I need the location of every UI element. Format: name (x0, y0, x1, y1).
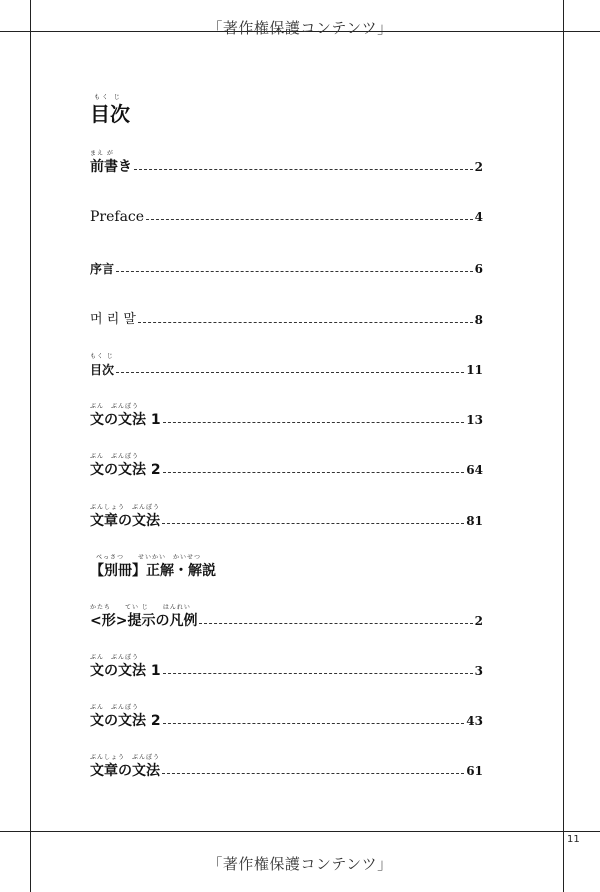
toc-entry-ruby (90, 200, 144, 208)
toc-entry-page: 81 (466, 514, 483, 528)
toc-entry-page: 64 (466, 463, 483, 477)
watermark-top: 「著作権保護コンテンツ」 (207, 19, 393, 37)
toc-entry-ruby: ぶん ぶんぽう (90, 654, 140, 661)
toc-supplement-entry[interactable] (90, 654, 483, 680)
toc-entry-label: 文の文法 2 (90, 713, 161, 729)
toc-leader (134, 169, 473, 170)
crop-line-right (563, 0, 564, 892)
page-title-ruby: もく じ (94, 94, 122, 101)
toc-entry-page: 3 (474, 664, 483, 678)
toc-leader (116, 372, 464, 373)
toc-supplement-entry[interactable] (90, 754, 483, 780)
page-number: 11 (567, 834, 580, 845)
toc-entry-ruby: ぶん ぶんぽう (90, 453, 140, 460)
toc-entry-label: 文章の文法 (90, 763, 160, 779)
toc-entry-page: 11 (466, 363, 483, 377)
page-title-text: 目次 (90, 102, 130, 126)
toc-entry-ruby: ぶん ぶんぽう (90, 704, 140, 711)
toc-entry[interactable] (90, 353, 483, 379)
toc-entry-label: 目次 (90, 363, 115, 377)
toc-supplement-entry[interactable] (90, 704, 483, 730)
toc-entry[interactable] (90, 252, 483, 278)
toc-leader (116, 271, 473, 272)
supplement-heading-label: 【別冊】正解・解説 (90, 563, 216, 579)
toc-entry-ruby: ぶん ぶんぽう (90, 403, 140, 410)
toc-entry-page: 61 (466, 764, 483, 778)
supplement-heading-ruby: べっさつ せいかい かいせつ (96, 554, 202, 561)
toc-leader (163, 673, 473, 674)
toc-entry[interactable] (90, 303, 483, 329)
toc-entry-label: 머 리 말 (90, 312, 136, 327)
toc-leader (163, 472, 465, 473)
toc-entry-label: Preface (90, 209, 145, 225)
toc-leader (138, 322, 473, 323)
toc-entry-ruby (90, 303, 136, 311)
toc-leader (146, 219, 473, 220)
toc-entry-ruby (90, 252, 114, 260)
toc-entry-ruby: まえ が (90, 150, 114, 157)
toc-entry-label: <形>提示の凡例 (90, 613, 198, 629)
toc-leader (199, 623, 472, 624)
toc-entry[interactable] (90, 453, 483, 479)
toc-entry-ruby: ぶんしょう ぶんぽう (90, 754, 161, 761)
toc-leader (162, 523, 464, 524)
toc-entry-ruby: ぶんしょう ぶんぽう (90, 504, 161, 511)
crop-line-left (30, 0, 31, 892)
toc-leader (163, 723, 465, 724)
crop-line-bottom (0, 831, 600, 832)
toc-entry[interactable] (90, 200, 483, 226)
toc-entry[interactable] (90, 150, 483, 176)
toc-entry-page: 6 (474, 262, 483, 276)
toc-entry-label: 文の文法 1 (90, 412, 161, 428)
toc-leader (163, 422, 465, 423)
toc-entry-label: 文章の文法 (90, 513, 160, 529)
toc-entry-label: 文の文法 1 (90, 663, 161, 679)
toc-supplement-entry[interactable] (90, 604, 483, 630)
supplement-heading (90, 554, 216, 580)
toc-entry-label: 文の文法 2 (90, 462, 161, 478)
toc-entry-ruby: かたち てい じ はんれい (90, 604, 191, 611)
toc-entry-page: 43 (466, 714, 483, 728)
watermark-bottom: 「著作権保護コンテンツ」 (207, 855, 393, 873)
toc-entry-page: 8 (474, 313, 483, 327)
toc-entry[interactable] (90, 403, 483, 429)
toc-entry-page: 13 (466, 413, 483, 427)
toc-entry-ruby: もく じ (90, 353, 114, 360)
toc-entry[interactable] (90, 504, 483, 530)
toc-entry-page: 4 (474, 210, 483, 224)
toc-entry-label: 前書き (90, 159, 132, 175)
page-title (90, 94, 130, 126)
toc-entry-page: 2 (474, 160, 483, 174)
toc-entry-page: 2 (474, 614, 483, 628)
toc-leader (162, 773, 464, 774)
toc-entry-label: 序言 (90, 262, 115, 276)
